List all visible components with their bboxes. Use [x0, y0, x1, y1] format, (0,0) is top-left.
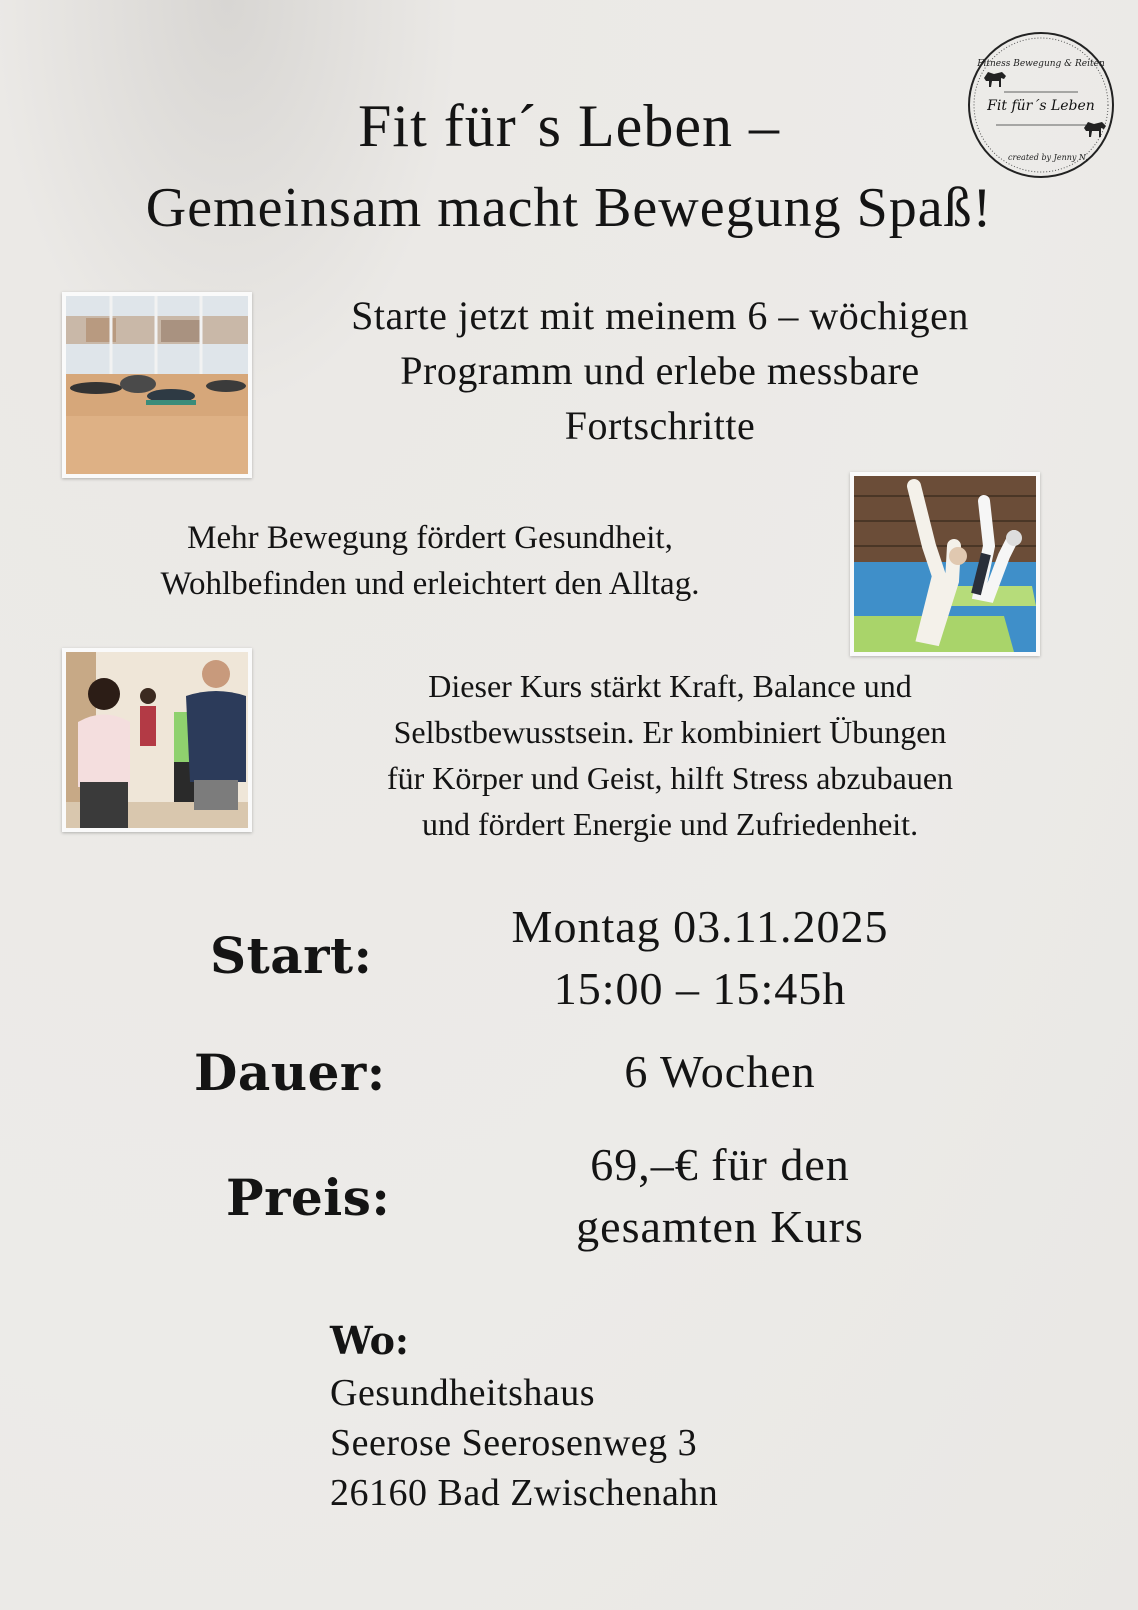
course-line: Selbstbewusstsein. Er kombiniert Übungen: [393, 714, 947, 750]
benefit-line: Wohlbefinden und erleichtert den Alltag.: [160, 566, 700, 602]
course-line: für Körper und Geist, hilft Stress abzubauen: [386, 760, 954, 796]
intro-line: Programm und erlebe messbare: [400, 348, 920, 393]
benefit-text: [60, 515, 800, 607]
svg-text:Fitness Bewegung & Reiten: Fitness Bewegung & Reiten: [977, 59, 1105, 69]
location-label: Wo:: [330, 1318, 409, 1363]
course-line: und fördert Energie und Zufriedenheit.: [421, 806, 919, 842]
price-value: [460, 1134, 980, 1258]
location-address: [330, 1368, 718, 1518]
price-line: gesamten Kurs: [576, 1201, 864, 1252]
start-date: Montag 03.11.2025: [511, 901, 889, 952]
intro-line: Starte jetzt mit meinem 6 – wöchigen: [351, 293, 969, 338]
start-label: Start:: [210, 926, 373, 985]
address-line: Seerose Seerosenweg 3: [330, 1422, 698, 1464]
duration-value: 6 Wochen: [624, 1046, 816, 1097]
page-title-line1: Fit für´s Leben –: [358, 93, 780, 159]
page-title-line2: Gemeinsam macht Bewegung Spaß!: [145, 177, 993, 239]
svg-text:Fit für´s Leben: Fit für´s Leben: [987, 98, 1095, 114]
address-line: 26160 Bad Zwischenahn: [330, 1472, 719, 1514]
course-description: [290, 663, 1050, 847]
intro-line: Fortschritte: [564, 403, 756, 448]
start-time: 15:00 – 15:45h: [553, 963, 847, 1014]
photo-seniors-stretching: [850, 472, 1040, 656]
duration-label: Dauer:: [194, 1043, 386, 1102]
start-value: [440, 896, 960, 1020]
photo-group-class: [62, 648, 252, 832]
price-label: Preis:: [226, 1168, 391, 1227]
photo-floor-exercise: [62, 292, 252, 478]
address-line: Gesundheitshaus: [330, 1372, 596, 1414]
price-line: 69,–€ für den: [590, 1139, 850, 1190]
svg-text:created by Jenny N.: created by Jenny N.: [1008, 153, 1088, 162]
course-line: Dieser Kurs stärkt Kraft, Balance und: [428, 668, 912, 704]
benefit-line: Mehr Bewegung fördert Gesundheit,: [187, 520, 673, 556]
intro-text: [260, 288, 1060, 453]
